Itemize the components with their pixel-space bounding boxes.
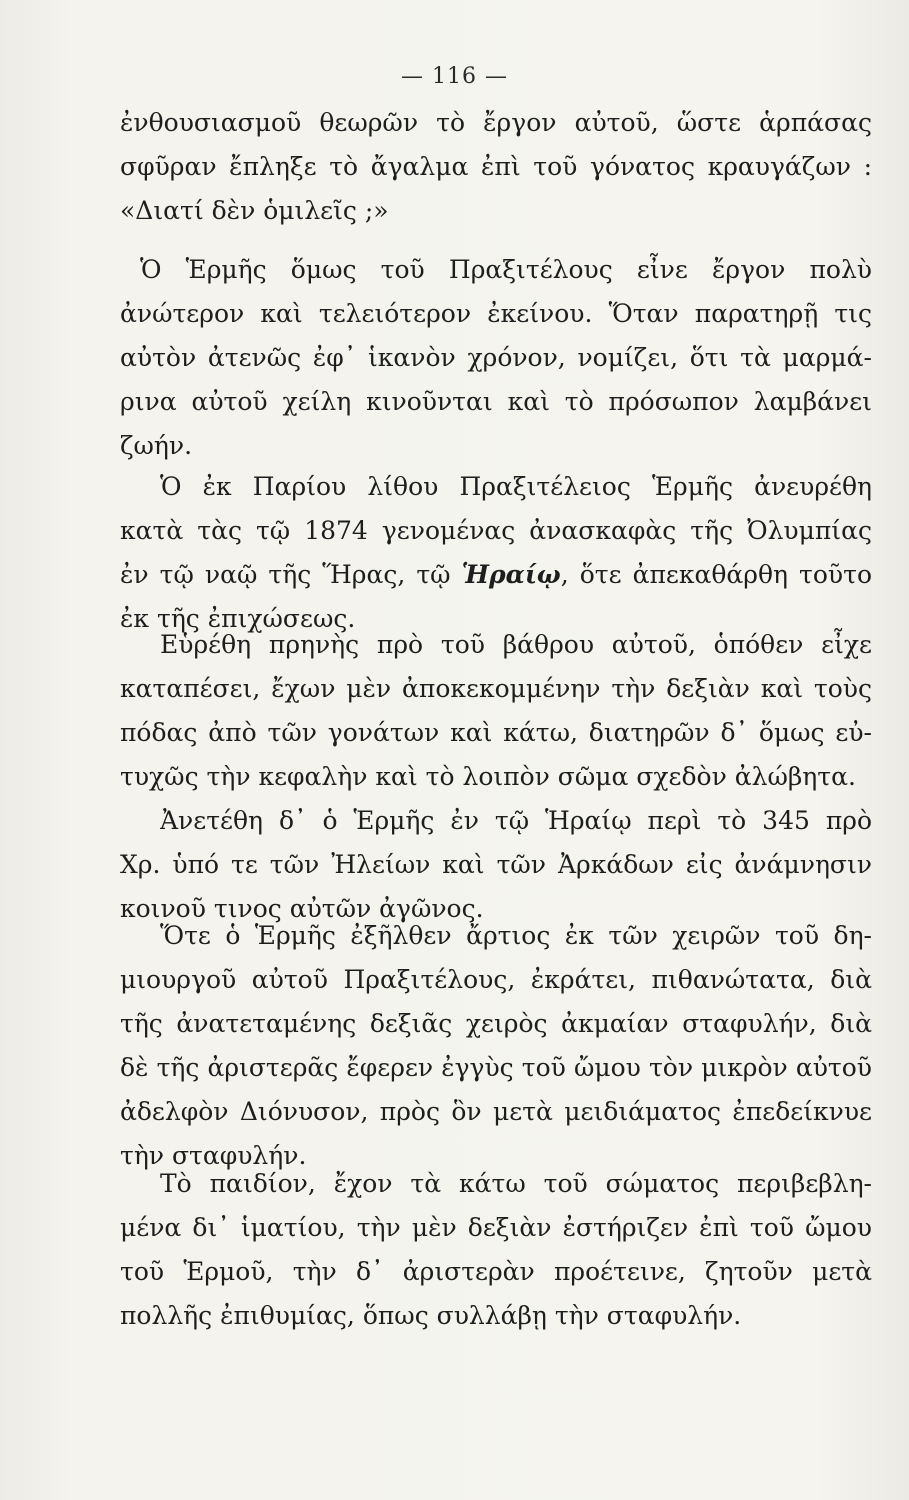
text-line: Ὁ ἐκ Παρίου λίθου Πραξιτέλειος Ἑρμῆς ἀνευρέθη <box>160 472 872 501</box>
text-line: τυχῶς τὴν κεφαλὴν καὶ τὸ λοιπὸν σῶμα σχεδὸν ἀλώβητα. <box>120 762 856 791</box>
text-line: δὲ τῆς ἀριστερᾶς ἔφερεν ἐγγὺς τοῦ ὤμου τὸν μικρὸν αὐτοῦ <box>120 1053 872 1082</box>
text-line: Χρ. ὑπό τε τῶν Ἠλείων καὶ τῶν Ἀρκάδων εἰς ἀνάμνησιν <box>120 850 872 879</box>
text-line: πόδας ἀπὸ τῶν γονάτων καὶ κάτω, διατηρῶν δ᾽ ὅμως εὐ- <box>120 718 872 747</box>
page-number: — 116 — <box>401 64 508 89</box>
text-line: κατὰ τὰς τῷ 1874 γενομένας ἀνασκαφὰς τῆς Ὀλυμπίας <box>120 516 872 545</box>
text-line: ἀδελφὸν Διόνυσον, πρὸς ὃν μετὰ μειδιάματος ἐπεδείκνυε <box>120 1097 872 1126</box>
text-line: ρινα αὐτοῦ χείλη κινοῦνται καὶ τὸ πρόσωπον λαμβάνει <box>120 387 872 416</box>
text-line: τοῦ Ἑρμοῦ, τὴν δ᾽ ἀριστερὰν προέτεινε, ζητοῦν μετὰ <box>120 1257 872 1286</box>
emphasized-word: Ἡραίῳ <box>461 560 561 589</box>
text-line: αὐτὸν ἀτενῶς ἐφ᾽ ἱκανὸν χρόνον, νομίζει, ὅτι τὰ μαρμά- <box>120 343 872 372</box>
text-line: Ὅτε ὁ Ἑρμῆς ἐξῆλθεν ἄρτιος ἐκ τῶν χειρῶν τοῦ δη- <box>160 921 872 950</box>
text-line: Ἀνετέθη δ᾽ ὁ Ἑρμῆς ἐν τῷ Ἡραίῳ περὶ τὸ 345 πρὸ <box>160 806 872 835</box>
text-line: τὴν σταφυλήν. <box>120 1141 307 1170</box>
text-line-with-emphasis: ἐν τῷ ναῷ τῆς Ἥρας, τῷ Ἡραίῳ, ὅτε ἀπεκαθάρθη τοῦτο <box>120 560 872 589</box>
text-line: Εὑρέθη πρηνὴς πρὸ τοῦ βάθρου αὐτοῦ, ὁπόθεν εἶχε <box>160 630 872 659</box>
text-line: μιουργοῦ αὐτοῦ Πραξιτέλους, ἐκράτει, πιθανώτατα, διὰ <box>120 965 872 994</box>
text-line: Ὁ Ἑρμῆς ὅμως τοῦ Πραξιτέλους εἶνε ἔργον πολὺ <box>140 255 872 284</box>
text-line: τῆς ἀνατεταμένης δεξιᾶς χειρὸς ἀκμαίαν σταφυλήν, διὰ <box>120 1009 872 1038</box>
text-line: σφῦραν ἔπληξε τὸ ἄγαλμα ἐπὶ τοῦ γόνατος κραυγάζων : <box>120 152 872 181</box>
text-line: ἐνθουσιασμοῦ θεωρῶν τὸ ἔργον αὐτοῦ, ὥστε ἁρπάσας <box>120 108 872 137</box>
text-line: Τὸ παιδίον, ἔχον τὰ κάτω τοῦ σώματος περιβεβλη- <box>160 1169 872 1198</box>
text-line: κοινοῦ τινος αὐτῶν ἀγῶνος. <box>120 894 484 923</box>
text-line: μένα δι᾽ ἱματίου, τὴν μὲν δεξιὰν ἐστήριζεν ἐπὶ τοῦ ὤμου <box>120 1213 872 1242</box>
text-line: καταπέσει, ἔχων μὲν ἀποκεκομμένην τὴν δεξιὰν καὶ τοὺς <box>120 674 872 703</box>
text-line: ζωήν. <box>120 431 193 460</box>
text-line: ἐκ τῆς ἐπιχώσεως. <box>120 604 356 633</box>
text-line: «Διατί δὲν ὁμιλεῖς ;» <box>120 196 389 225</box>
text-line: πολλῆς ἐπιθυμίας, ὅπως συλλάβῃ τὴν σταφυλήν. <box>120 1301 742 1330</box>
text-line: ἀνώτερον καὶ τελειότερον ἐκείνου. Ὅταν παρατηρῇ τις <box>120 299 872 328</box>
